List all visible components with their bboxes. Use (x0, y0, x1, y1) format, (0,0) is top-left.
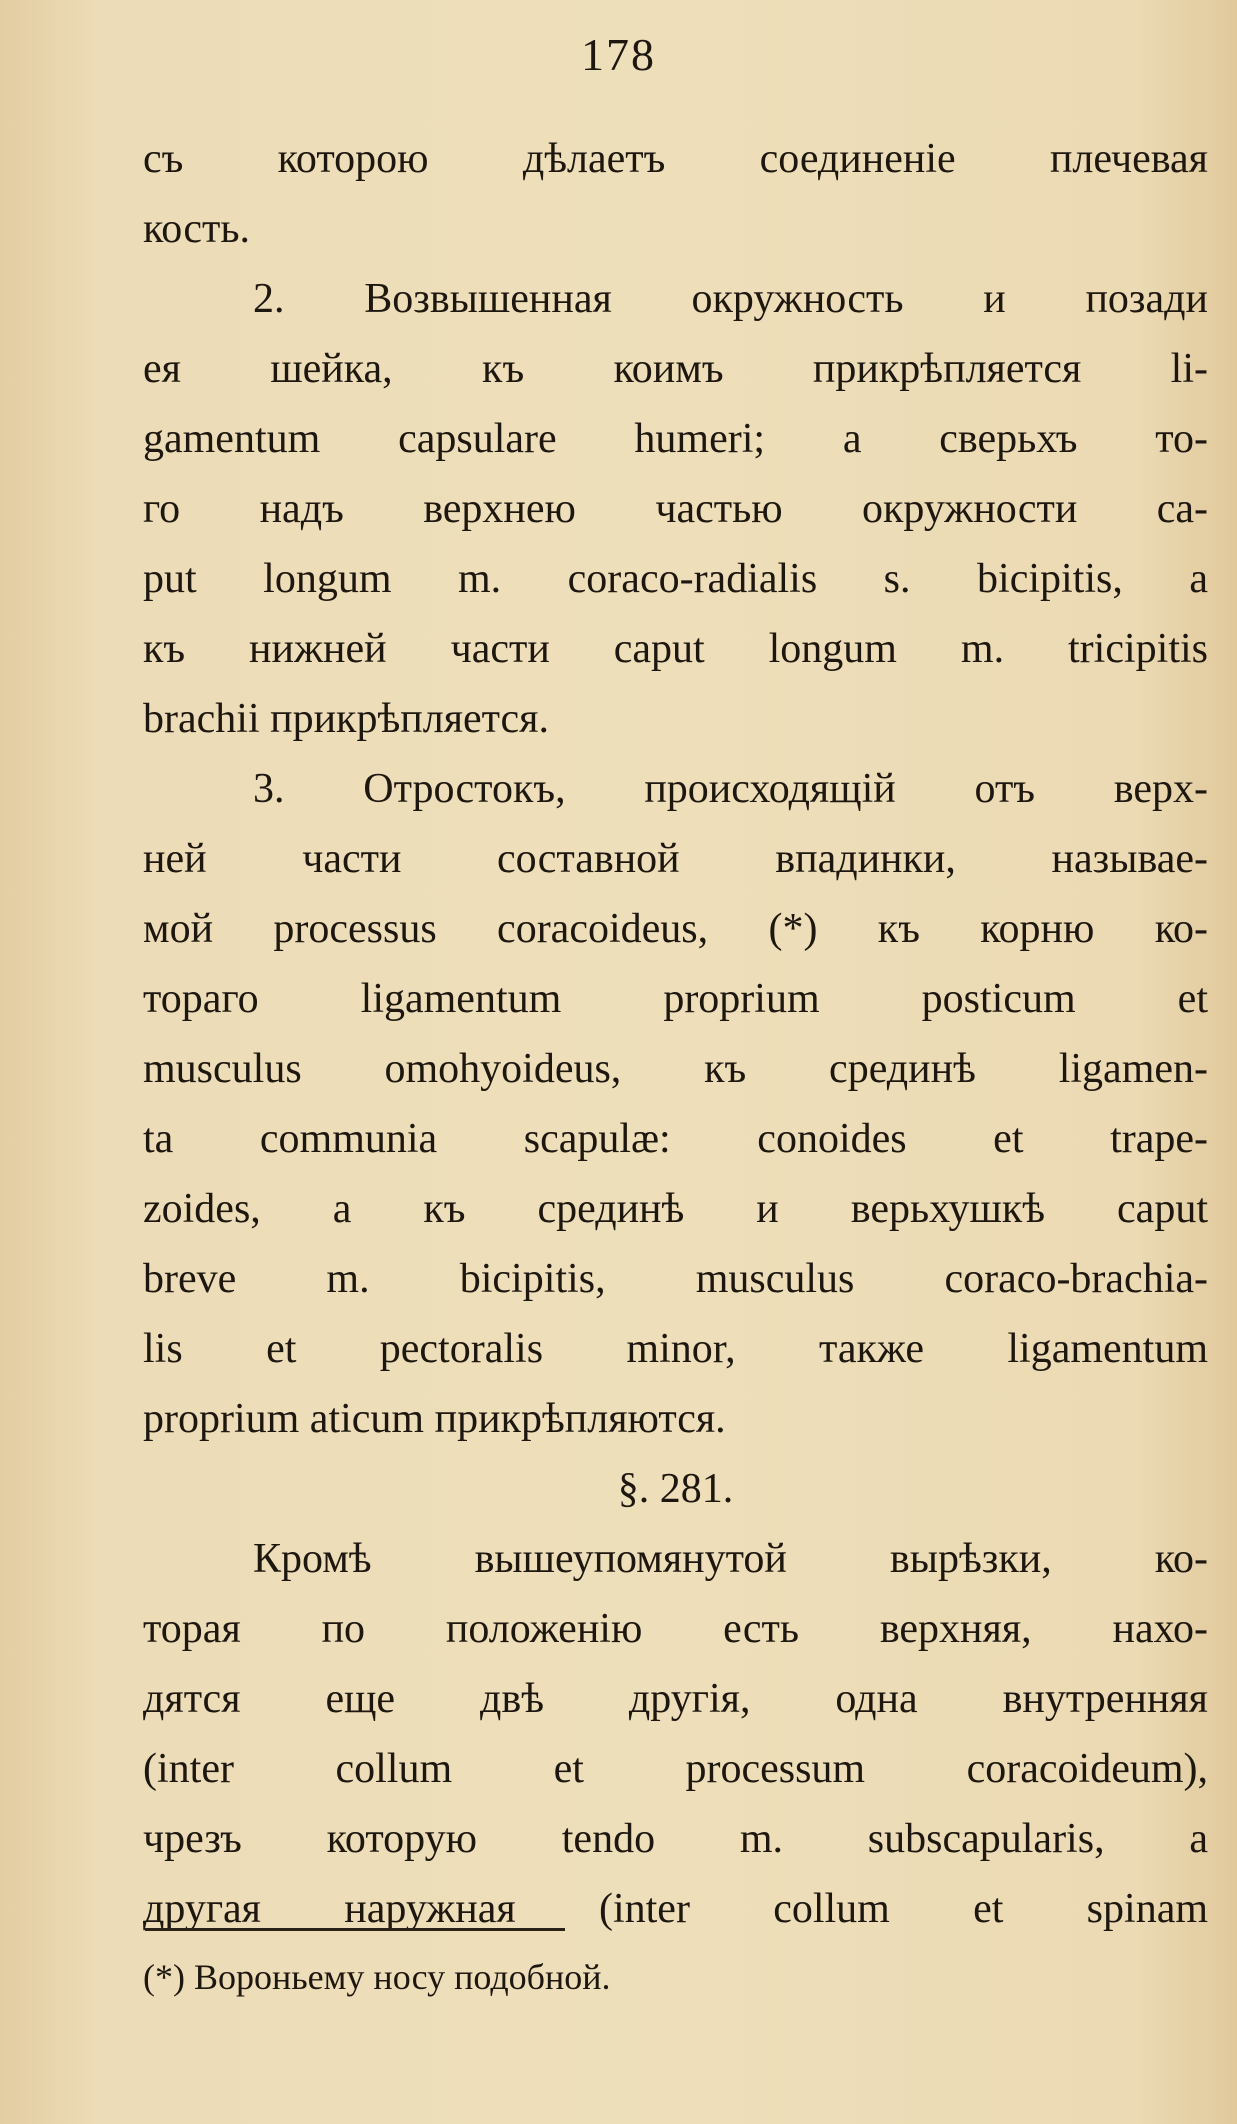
text-line: ta communia scapulæ: conoides et trape- (143, 1116, 1208, 1162)
text-line: 2. Возвышенная окружность и позади (253, 276, 1208, 322)
body-text (143, 124, 1208, 1944)
text-line: gamentum capsulare humeri; а сверьхъ то- (143, 416, 1208, 462)
footnote-divider (145, 1928, 565, 1931)
text-line: zoides, а къ срединѣ и верьхушкѣ caput (143, 1186, 1208, 1232)
text-line: къ нижней части caput longum m. tricipitis (143, 626, 1208, 672)
section-heading: §. 281. (617, 1466, 734, 1512)
text-line: другая наружная (inter collum et spinam (143, 1886, 1208, 1932)
text-line: breve m. bicipitis, musculus coraco-brachia- (143, 1256, 1208, 1302)
text-line: дятся еще двѣ другія, одна внутренняя (143, 1676, 1208, 1722)
text-line: го надъ верхнею частью окружности ca- (143, 486, 1208, 532)
text-line: Кромѣ вышеупомянутой вырѣзки, ко- (253, 1536, 1208, 1582)
text-line: put longum m. coraco-radialis s. bicipitis, а (143, 556, 1208, 602)
text-line: ея шейка, къ коимъ прикрѣпляется li- (143, 346, 1208, 392)
text-line: мой processus coracoideus, (*) къ корню ко- (143, 906, 1208, 952)
text-line: musculus omohyoideus, къ срединѣ ligamen- (143, 1046, 1208, 1092)
footnote: (*) Вороньему носу подобной. (143, 1957, 611, 1997)
page-number: 178 (581, 29, 656, 80)
text-line: ней части составной впадинки, называе- (143, 836, 1208, 882)
text-line: 3. Отростокъ, происходящій отъ верх- (253, 766, 1208, 812)
text-line: торая по положенію есть верхняя, нахо- (143, 1606, 1208, 1652)
text-line: lis et pectoralis minor, также ligamentum (143, 1326, 1208, 1372)
text-line: (inter collum et processum coracoideum), (143, 1746, 1208, 1792)
text-line: тораго ligamentum proprium posticum et (143, 976, 1208, 1022)
text-line: съ которою дѣлаетъ соединеніе плечевая (143, 136, 1208, 182)
text-line: чрезъ которую tendo m. subscapularis, а (143, 1816, 1208, 1862)
text-line: proprium aticum прикрѣпляются. (143, 1396, 726, 1442)
text-line: brachii прикрѣпляется. (143, 696, 549, 742)
text-line: кость. (143, 206, 250, 252)
